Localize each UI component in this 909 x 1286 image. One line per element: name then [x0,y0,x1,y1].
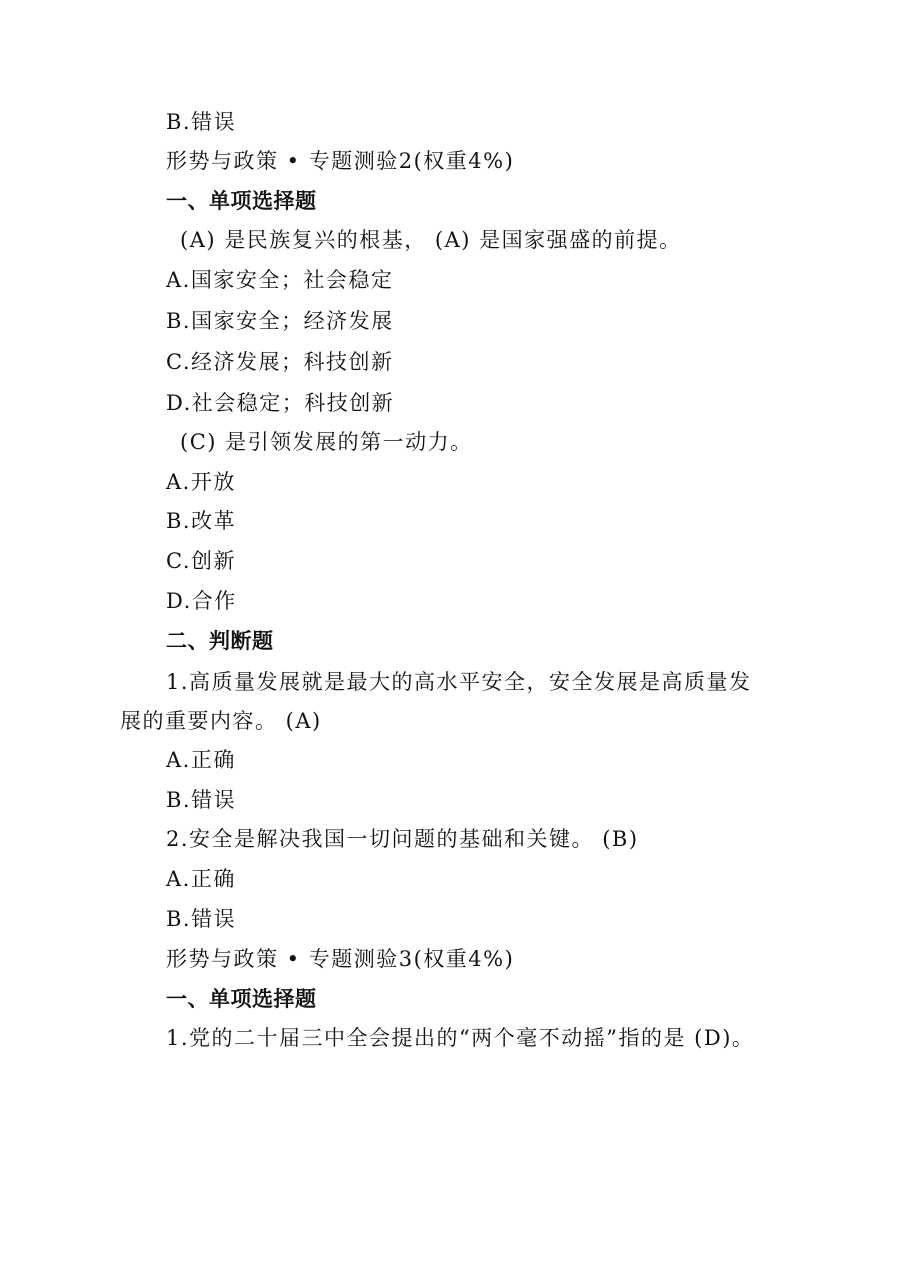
option-a: A.开放 [166,470,236,494]
section-heading-true-false: 二、判断题 [166,629,274,653]
option-c: C.经济发展；科技创新 [166,350,394,374]
option-b-wrong: B.错误 [166,907,237,931]
option-b: B.改革 [166,509,237,533]
option-a: A.国家安全；社会稳定 [166,268,394,292]
question-text: (C) 是引领发展的第一动力。 [180,430,473,454]
question-text: 2.安全是解决我国一切问题的基础和关键。 (B) [166,827,639,851]
option-b-wrong: B.错误 [166,788,237,812]
option-b-wrong: B.错误 [166,110,237,134]
option-b: B.国家安全；经济发展 [166,309,394,333]
quiz-title-3: 形势与政策 • 专题测验3(权重4%) [166,947,515,971]
option-d: D.合作 [166,589,237,613]
quiz-title-2: 形势与政策 • 专题测验2(权重4%) [166,149,515,173]
section-heading-single-choice: 一、单项选择题 [166,987,317,1011]
option-a-correct: A.正确 [166,748,236,772]
option-a-correct: A.正确 [166,867,236,891]
question-text: 1.高质量发展就是最大的高水平安全，安全发展是高质量发 [166,670,752,694]
question-text: (A) 是民族复兴的根基， (A) 是国家强盛的前提。 [180,228,682,252]
option-c: C.创新 [166,549,236,573]
question-text: 1.党的二十届三中全会提出的“两个毫不动摇”指的是 (D)。 [166,1026,755,1050]
section-heading-single-choice: 一、单项选择题 [166,189,317,213]
question-text-continued: 展的重要内容。 (A) [120,709,322,733]
option-d: D.社会稳定；科技创新 [166,391,395,415]
